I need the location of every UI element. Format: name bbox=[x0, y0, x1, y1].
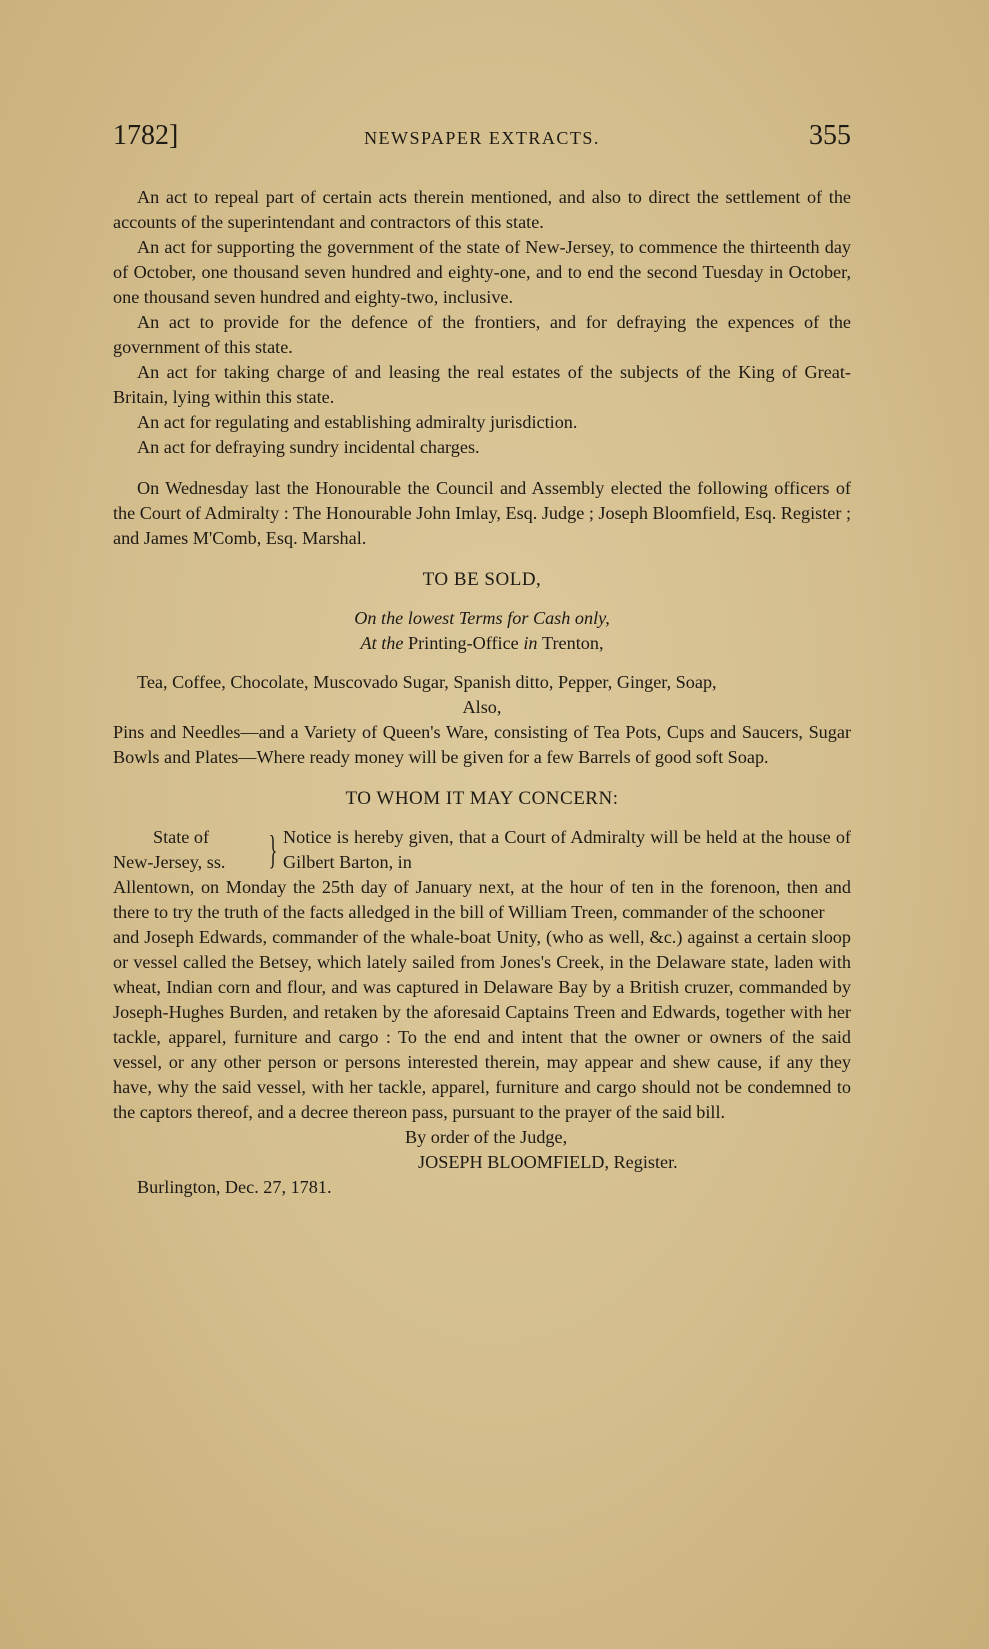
brace-icon: } bbox=[268, 827, 278, 872]
act-paragraph: An act for taking charge of and leasing the real estates of the subjects of the King of Great-Britain, lying within this state. bbox=[113, 362, 851, 407]
sale-more-goods: Pins and Needles—and a Variety of Queen's Ware, consisting of Tea Pots, Cups and Saucers, Sugar Bowls and Plates—Where ready money will be given for a few Barrels of good soft Soap. bbox=[113, 722, 851, 767]
sale-also: Also, bbox=[462, 697, 502, 717]
running-header bbox=[113, 120, 851, 160]
sale-place bbox=[113, 631, 851, 656]
header-year: 1782] bbox=[113, 120, 179, 151]
dateline: Burlington, Dec. 27, 1781. bbox=[137, 1177, 332, 1197]
election-paragraph: On Wednesday last the Honourable the Council and Assembly elected the following officers of the Court of Admiralty : The Honourable John Imlay, Esq. Judge ; Joseph Bloomfield, Esq. Register ; and James M'Comb, Esq. Marshal. bbox=[113, 478, 852, 548]
by-order: By order of the Judge, bbox=[405, 1127, 568, 1147]
sale-place-town: Trenton, bbox=[542, 633, 604, 653]
sale-heading: TO BE SOLD, bbox=[422, 569, 542, 590]
notice-first-part: Notice is hereby given, that a Court of Admiralty will be held at the house of Gilbert Barton, in bbox=[283, 827, 851, 872]
act-paragraph: An act for supporting the government of the state of New-Jersey, to commence the thirteenth day of October, one thousand seven hundred and eighty-one, and to end the second Tuesday in October, one thousand seven hundred and eighty-two, inclusive. bbox=[113, 237, 851, 307]
act-paragraph: An act to provide for the defence of the frontiers, and for defraying the expences of the government of this state. bbox=[113, 312, 851, 357]
act-paragraph: An act to repeal part of certain acts therein mentioned, and also to direct the settlement of the accounts of the superintendant and contractors of this state. bbox=[113, 187, 851, 232]
sale-place-in: in bbox=[523, 633, 538, 653]
page-body bbox=[113, 185, 851, 1200]
state-caption bbox=[113, 825, 263, 875]
state-line-2: New-Jersey, ss. bbox=[113, 852, 226, 872]
header-title: NEWSPAPER EXTRACTS. bbox=[364, 128, 600, 148]
notice-rest: Allentown, on Monday the 25th day of January next, at the hour of ten in the forenoon, then and there to try the truth of the facts alledged in the bill of William Treen, commander of the schooner bbox=[113, 877, 851, 922]
act-paragraph: An act for regulating and establishing admiralty jurisdiction. bbox=[137, 412, 578, 432]
sale-goods: Tea, Coffee, Chocolate, Muscovado Sugar, Spanish ditto, Pepper, Ginger, Soap, bbox=[137, 672, 717, 692]
sale-place-office: Printing-Office bbox=[407, 633, 519, 653]
notice-rest-2: and Joseph Edwards, commander of the whale-boat Unity, (who as well, &c.) against a certain sloop or vessel called the Betsey, which lately sailed from Jones's Creek, in the Delaware state, laden with wheat, Indian corn and flour, and was captured in Delaware Bay by a British cruzer, commanded by Joseph-Hughes Burden, and retaken by the aforesaid Captains Treen and Edwards, together with her tackle, apparel, furniture and cargo : To the end and intent that the owner or owners of the said vessel, or any other person or persons interested therein, may appear and shew cause, if any they have, why the said vessel, with her tackle, apparel, furniture and cargo should not be condemned to the captors thereof, and a decree thereon pass, pursuant to the prayer of the said bill. bbox=[113, 927, 851, 1122]
state-line-1: State of bbox=[153, 827, 210, 847]
notice-state-block bbox=[113, 825, 851, 875]
sale-terms: On the lowest Terms for Cash only, bbox=[354, 608, 610, 628]
notice-heading: TO WHOM IT MAY CONCERN: bbox=[345, 788, 619, 809]
sale-place-at: At the bbox=[360, 633, 404, 653]
act-paragraph: An act for defraying sundry incidental charges. bbox=[137, 437, 480, 457]
signature: JOSEPH BLOOMFIELD, Register. bbox=[418, 1152, 678, 1172]
page-number: 355 bbox=[809, 120, 851, 151]
